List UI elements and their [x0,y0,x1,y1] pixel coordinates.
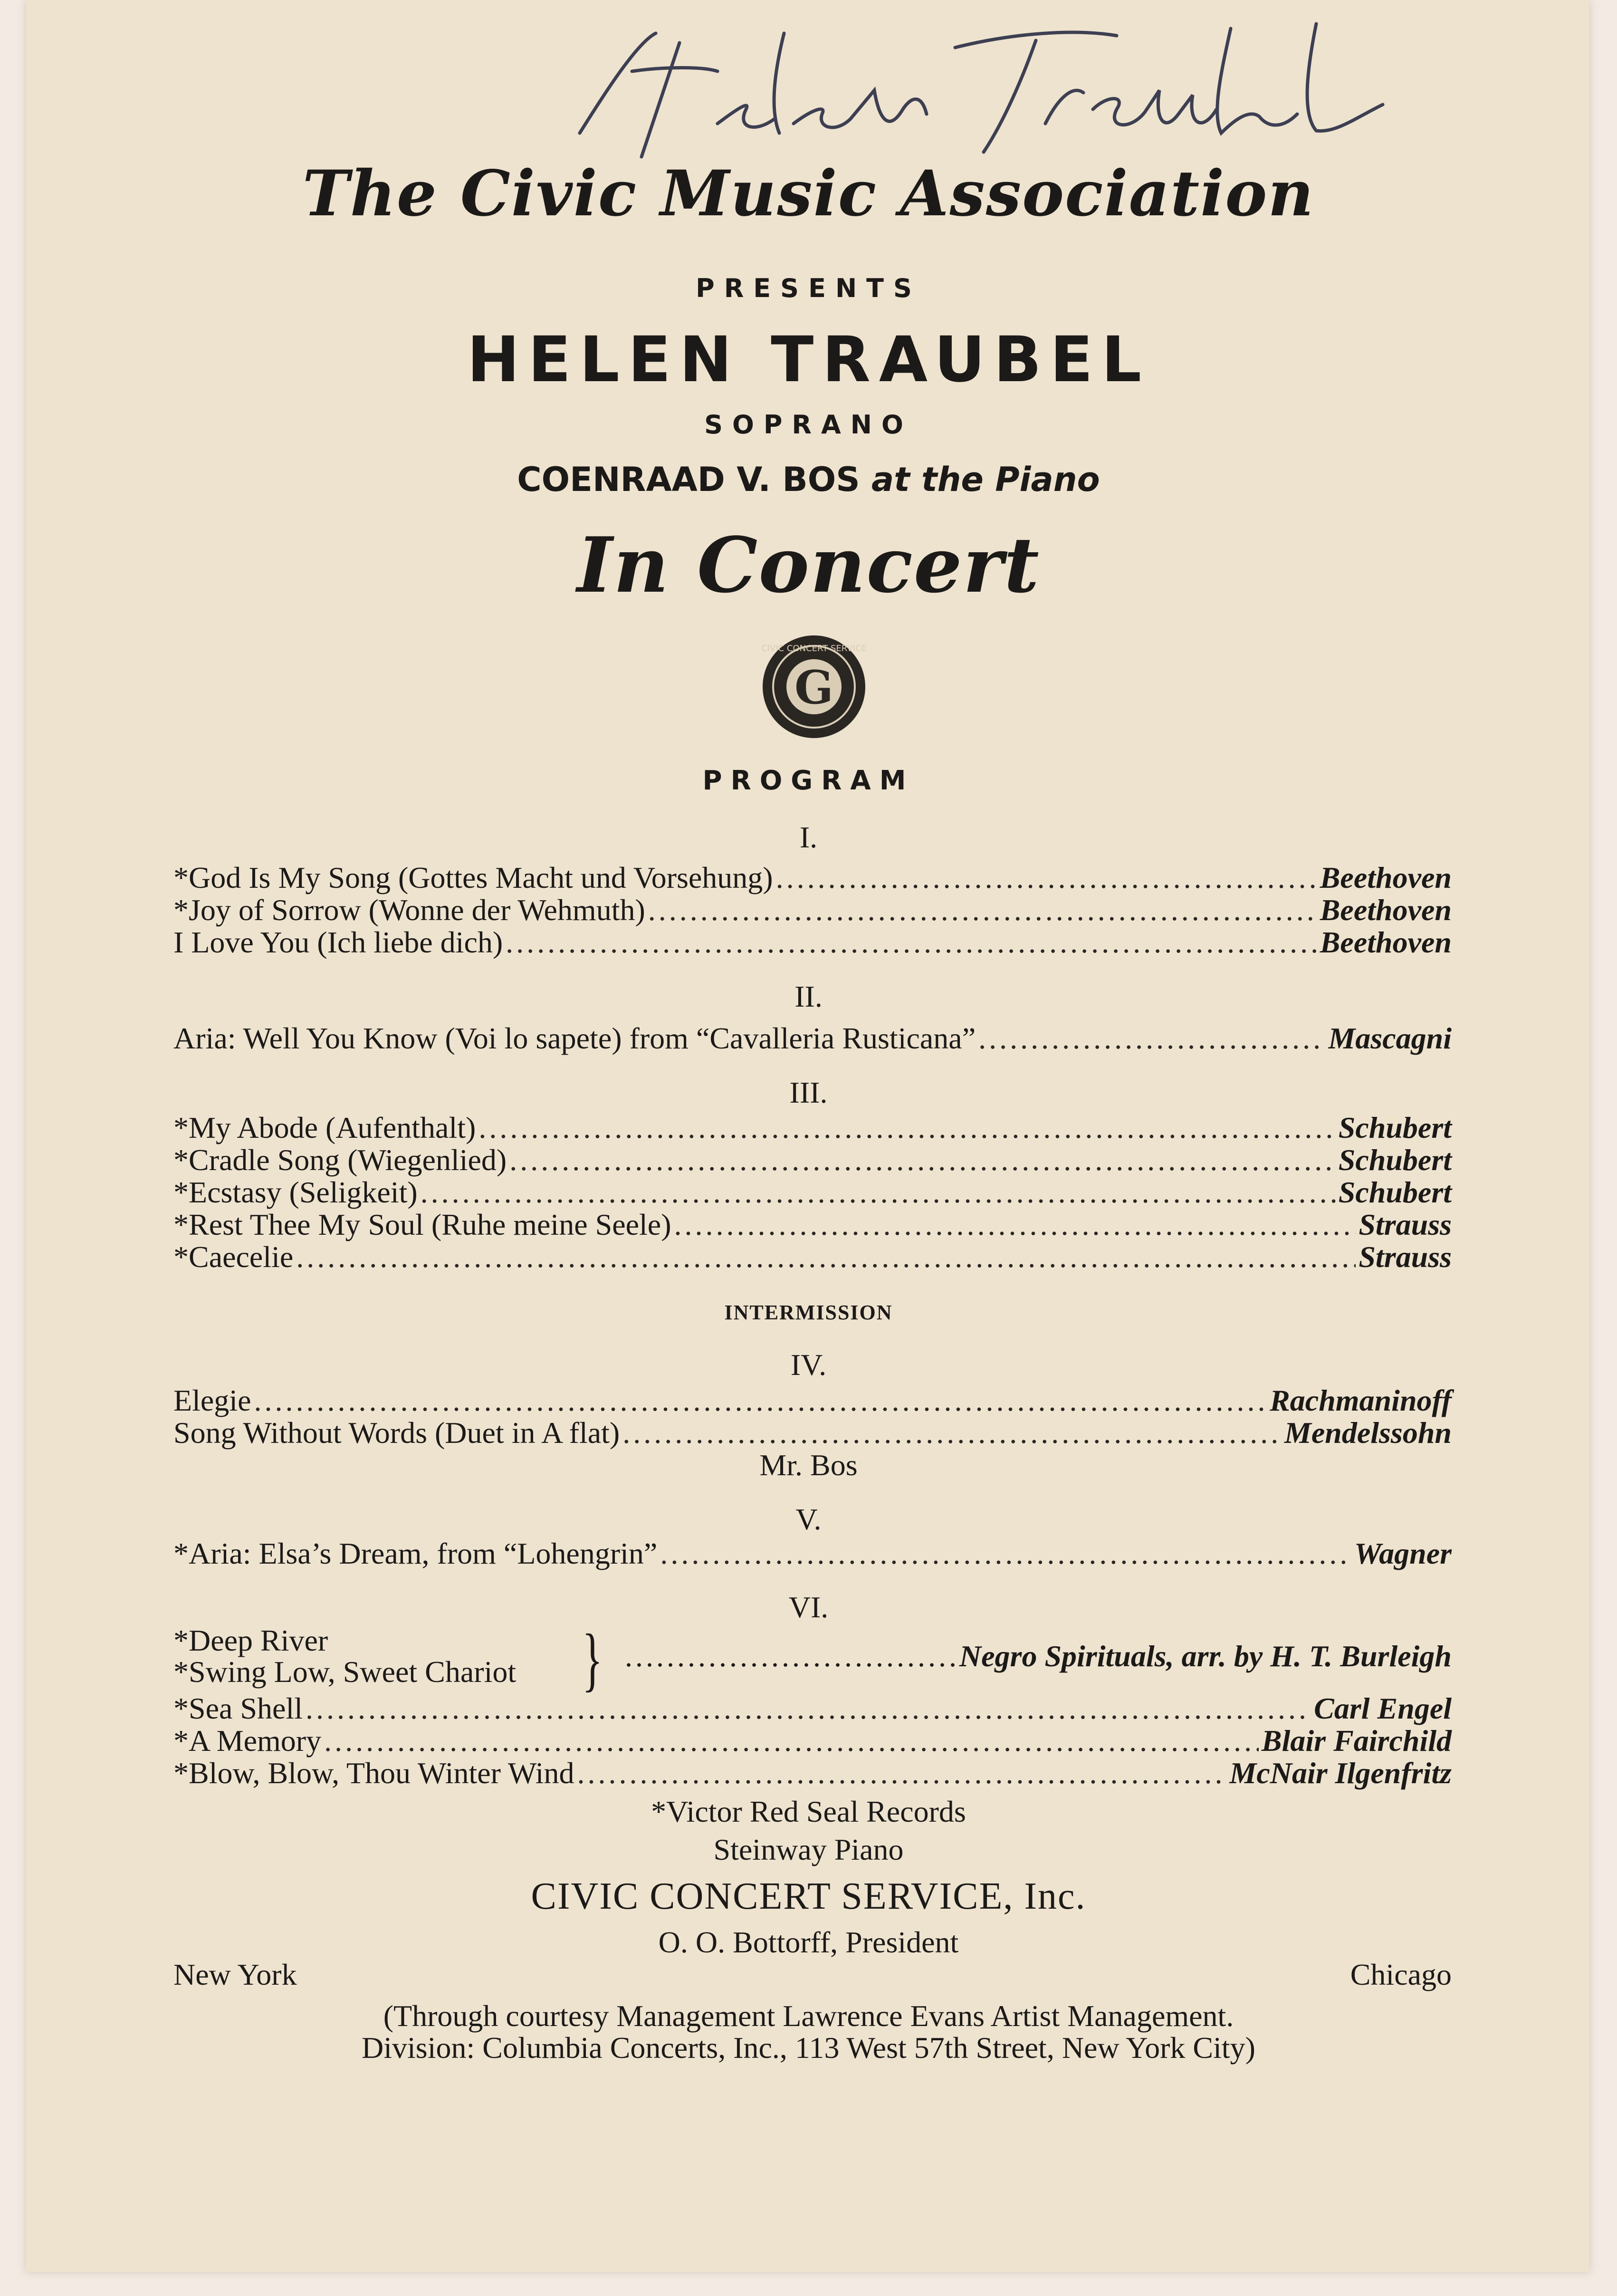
dot-leader [296,1239,1356,1275]
piece-title: *God Is My Song (Gottes Macht und Vorsehung) [173,861,773,894]
dot-leader [660,1536,1351,1571]
composer: Blair Fairchild [1261,1724,1452,1758]
piece-title: *Ecstasy (Seligkeit) [173,1175,418,1209]
program-item [173,1691,1452,1724]
section-numeral: I. [799,820,818,854]
composer: Strauss [1359,1208,1452,1241]
city-left: New York [173,1958,297,1991]
program-item [173,1756,1452,1789]
dot-leader [622,1415,1282,1451]
program-item [173,1723,1452,1757]
dot-leader [506,925,1317,960]
president-line: O. O. Bottorff, President [658,1925,959,1959]
svg-text:CIVIC CONCERT SERVICE: CIVIC CONCERT SERVICE [761,644,867,653]
program-item [173,1383,1452,1416]
presents-label: PRESENTS [696,273,921,303]
pianist-line [0,460,1617,499]
program-item [173,893,1452,926]
section-numeral: V. [795,1502,822,1536]
composer: Rachmaninoff [1270,1383,1452,1417]
program-item [173,1536,1452,1569]
civic-concert-seal-logo [759,632,869,741]
section-numeral: II. [794,980,823,1013]
brace-glyph: } [582,1620,603,1699]
program-item [173,1143,1452,1176]
composer: Strauss [1359,1240,1452,1274]
program-item [173,860,1452,893]
handwritten-signature [546,14,1402,171]
dot-leader [306,1691,1311,1726]
city-right: Chicago [1350,1958,1452,1991]
courtesy-line: (Through courtesy Management Lawrence Evans Artist Management. [383,1999,1234,2033]
records-note: *Victor Red Seal Records [651,1795,966,1828]
piece-title: *Cradle Song (Wiegenlied) [173,1143,507,1177]
piece-title: *Joy of Sorrow (Wonne der Wehmuth) [173,893,645,927]
piano-note: Steinway Piano [713,1833,904,1866]
dot-leader [776,860,1317,895]
piece-title: *A Memory [173,1724,322,1758]
spirituals-credit-line [625,1639,1452,1674]
section-numeral: VI. [788,1590,829,1624]
piece-title: Elegie [173,1383,251,1417]
composer: Wagner [1354,1537,1452,1570]
composer: McNair Ilgenfritz [1229,1756,1452,1790]
piece-title: *Sea Shell [173,1691,303,1725]
dot-leader [978,1021,1325,1056]
piece-title: Aria: Well You Know (Voi lo sapete) from “Cavalleria Rusticana” [173,1021,976,1055]
event-title: In Concert [577,520,1040,610]
composer: Carl Engel [1314,1691,1452,1725]
dot-leader [324,1723,1259,1758]
program-item [173,1207,1452,1240]
piece-title: *Blow, Blow, Thou Winter Wind [173,1756,574,1790]
pianist-name: COENRAAD V. BOS [517,460,860,499]
piece-title: *Deep River [173,1624,328,1657]
voice-type: SOPRANO [704,410,913,440]
section-numeral: IV. [790,1348,827,1382]
dot-leader [577,1756,1226,1791]
program-item [173,1021,1452,1054]
composer: Negro Spirituals, arr. by H. T. Burleigh [959,1639,1452,1673]
intermission-label: INTERMISSION [724,1301,893,1324]
composer: Beethoven [1320,893,1452,927]
piece-title: *Aria: Elsa’s Dream, from “Lohengrin” [173,1537,658,1570]
artist-name: HELEN TRAUBEL [467,323,1150,396]
service-name: CIVIC CONCERT SERVICE, Inc. [531,1875,1086,1917]
dot-leader [478,1110,1335,1145]
dot-leader [625,1639,957,1674]
piece-title: *Caecelie [173,1240,294,1274]
piece-title: *Swing Low, Sweet Chariot [173,1655,517,1689]
dot-leader [421,1175,1336,1210]
pianist-suffix: at the Piano [871,460,1100,499]
composer: Mascagni [1328,1021,1452,1055]
composer: Beethoven [1320,925,1452,959]
spirituals-group [173,1620,1452,1699]
program-item [173,1175,1452,1208]
composer: Beethoven [1320,861,1452,894]
composer: Schubert [1338,1175,1452,1209]
program-item [173,1110,1452,1143]
performer-note: Mr. Bos [759,1448,858,1482]
composer: Schubert [1338,1111,1452,1144]
section-numeral: III. [789,1076,828,1109]
piece-title: I Love You (Ich liebe dich) [173,925,503,959]
dot-leader [509,1143,1336,1178]
courtesy-line: Division: Columbia Concerts, Inc., 113 West 57th Street, New York City) [362,2031,1255,2065]
composer: Mendelssohn [1284,1416,1452,1450]
svg-text:G: G [794,661,833,714]
program-heading: PROGRAM [702,765,915,796]
piece-title: Song Without Words (Duet in A flat) [173,1416,620,1450]
piece-title: *Rest Thee My Soul (Ruhe meine Seele) [173,1208,671,1241]
composer: Schubert [1338,1143,1452,1177]
piece-title: *My Abode (Aufenthalt) [173,1111,476,1144]
association-name: The Civic Music Association [302,157,1315,231]
dot-leader [254,1383,1267,1418]
program-item [173,925,1452,958]
dot-leader [674,1207,1356,1242]
program-item [173,1239,1452,1273]
program-item [173,1415,1452,1449]
dot-leader [648,893,1317,928]
